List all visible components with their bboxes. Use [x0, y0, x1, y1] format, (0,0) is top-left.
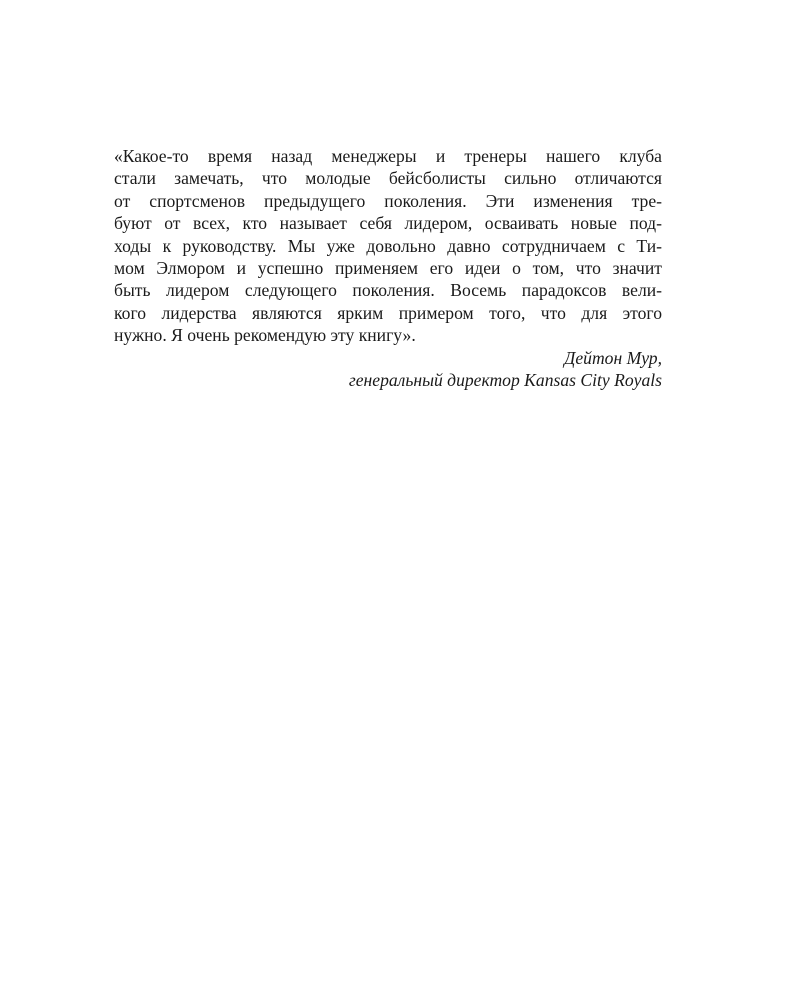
- quote-line: «Какое-то время назад менеджеры и тренеры нашего клуба: [114, 146, 662, 166]
- quote-line: стали замечать, что молодые бейсболисты сильно отличаются: [114, 168, 662, 189]
- quote-author: Дейтон Мур,: [564, 347, 662, 368]
- quote-line: мом Элмором и успешно применяем его идеи о том, что значит: [114, 257, 662, 278]
- endorsement-quote: [114, 145, 662, 391]
- quote-line: кого лидерства являются ярким примером того, что для этого: [114, 302, 662, 323]
- quote-author-title: генеральный директор Kansas City Royals: [348, 369, 662, 390]
- quote-line: нужно. Я очень рекомендую эту книгу».: [114, 325, 416, 346]
- quote-line: быть лидером следующего поколения. Восемь парадоксов вели-: [114, 280, 662, 301]
- quote-line: ходы к руководству. Мы уже довольно давно сотрудничаем с Ти-: [114, 235, 662, 256]
- quote-line: буют от всех, кто называет себя лидером, осваивать новые под-: [114, 213, 662, 234]
- quote-line: от спортсменов предыдущего поколения. Эти изменения тре-: [114, 190, 662, 211]
